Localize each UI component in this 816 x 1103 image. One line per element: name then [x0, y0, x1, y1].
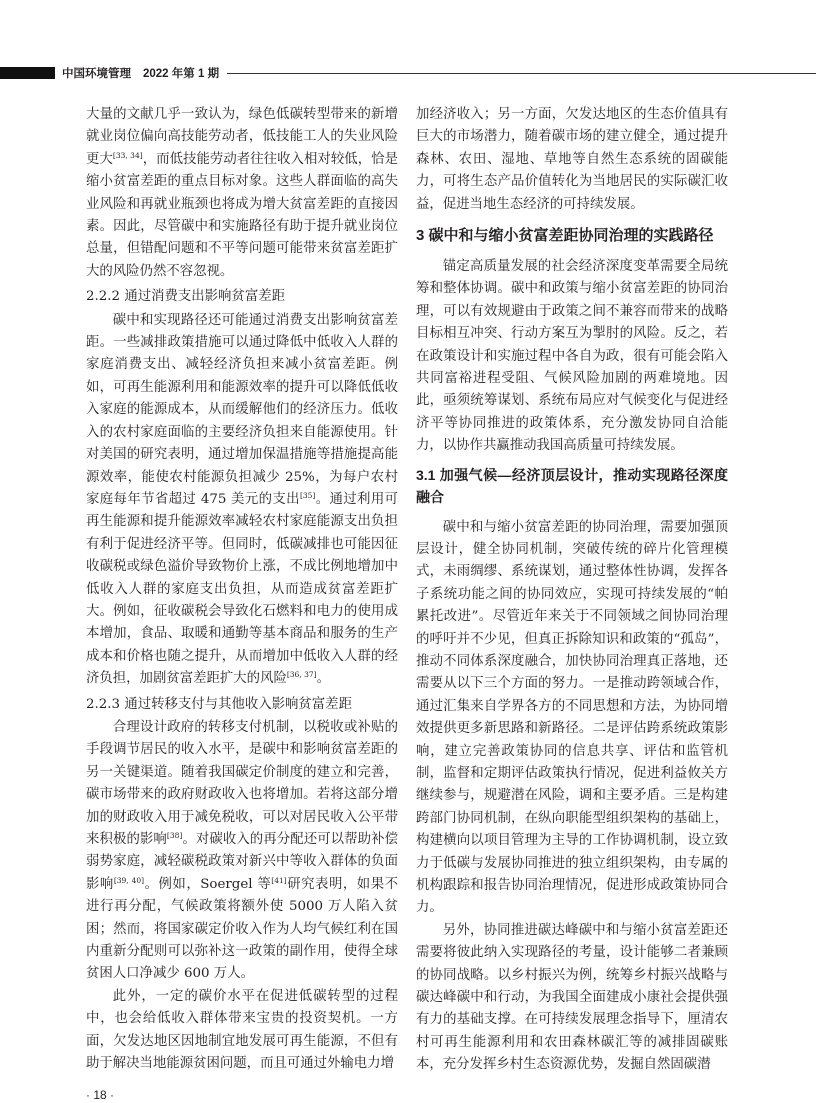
- text: 研究表明，如果不进行再分配，气候政策将额外使 5000 万人陷入贫困；然而，将国家碳定价收入作为人均气候红利在国内重新分配则可以弥补这一政策的副作用，使得全球贫困人口净减少 600 万人。: [86, 876, 398, 982]
- journal-name: 中国环境管理: [62, 68, 131, 80]
- text: 。对碳收入的再分配还可以帮助补偿弱势家庭，减轻碳税政策对新兴中等收入群体的负面影响: [86, 832, 399, 892]
- section-heading: 3 碳中和与缩小贫富差距协同治理的实践路径: [416, 227, 714, 245]
- subsection-heading: 2.2.2 通过消费支出影响贫富差距: [86, 289, 286, 305]
- paragraph: 此外，一定的碳价水平在促进低碳转型的过程中，也会给低收入群体带来宝贵的投资契机。一方面，欠发达地区因地制宜地发展可再生能源，不但有助于解决当地能源贫困问题，而且可通过外输电力增: [86, 988, 398, 1072]
- header-rule: [227, 73, 816, 74]
- paragraph: 锚定高质量发展的社会经济深度变革需要全局统筹和整体协调。碳中和政策与缩小贫富差距的协同治理，可以有效规避由于政策之间不兼容而带来的战略目标相互冲突、行动方案互为掣肘的风险。反之，若在政策设计和实施过程中各自为政，很有可能会陷入共同富裕进程受阻、气候风险加剧的两难境地。因此，亟须统筹谋划、系统布局应对气候变化与促进经济平等协同推进的政策体系，充分激发协同自洽能力，以协作共赢推动我国高质量可持续发展。: [416, 259, 728, 454]
- citation: [33, 34]: [112, 150, 143, 160]
- citation: [38]: [166, 831, 183, 840]
- text: 。: [316, 671, 330, 687]
- paragraph: [86, 104, 398, 283]
- citation: [36, 37]: [286, 670, 317, 680]
- text: 。例如，Soergel 等: [144, 876, 272, 892]
- running-header-text: [62, 65, 219, 81]
- text: ，而低技能劳动者往往收入相对较低，恰是缩小贫富差距的重点目标对象。这些人群面临的高失业风险和再就业瓶颈也将成为增大贫富差距的直接因素。因此，尽管碳中和实施路径有助于提升就业岗位总量，但错配问题和不平等问题可能带来贫富差距扩大的风险仍然不容忽视。: [86, 151, 399, 279]
- subsection-heading: 3.1 加强气候—经济顶层设计，推动实现路径深度融合: [416, 466, 728, 506]
- paragraph: [86, 310, 398, 691]
- text: 合理设计政府的转移支付机制，以税收或补贴的手段调节居民的收入水平，是碳中和影响贫富差距的另一关键渠道。随着我国碳定价制度的建立和完善，碳市场带来的政府财政收入也将增加。若将这部分增加的财政收入用于减免税收，可以对居民收入公平带来积极的影响: [86, 719, 398, 847]
- page-number: · 18 ·: [86, 1088, 115, 1103]
- subsection-heading: 2.2.3 通过转移支付与其他收入影响贫富差距: [86, 696, 352, 712]
- paragraph: [86, 717, 398, 986]
- paragraph: 加经济收入；另一方面，欠发达地区的生态价值具有巨大的市场潜力，随着碳市场的建立健全，通过提升森林、农田、湿地、草地等自然生态系统的固碳能力，可将生态产品价值转化为当地居民的实际碳汇收益，促进当地生态经济的可持续发展。: [416, 107, 728, 212]
- citation: [35]: [299, 490, 316, 500]
- paragraph: 另外，协同推进碳达峰碳中和与缩小贫富差距还需要将彼此纳入实现路径的考量，设计能够二者兼顾的协同战略。以乡村振兴为例，统筹乡村振兴战略与碳达峰碳中和行动，为我国全面建成小康社会提供强有力的基础支撑。在可持续发展理念指导下，厘清农村可再生能源利用和农田森林碳汇等的减排固碳账本，充分发挥乡村生态资源优势，发掘自然固碳潜: [416, 922, 728, 1073]
- text: 。通过利用可再生能源和提升能源效率减轻农村家庭能源支出负担有利于促进经济平等。但同时，低碳减排也可能因征收碳税或绿色溢价导致物价上涨，不成比例地增加中低收入人群的家庭支出负担，从而造成贫富差距扩大。例如，征收碳税会导致化石燃料和电力的使用成本增加，食品、取暖和通勤等基本商品和服务的生产成本和价格也随之提升，从而增加中低收入人群的经济负担，加剧贫富差距扩大的风险: [86, 491, 398, 687]
- left-column: [86, 104, 398, 1103]
- text: 碳中和实现路径还可能通过消费支出影响贫富差距。一些减排政策措施可以通过降低中低收入人群的家庭消费支出、减轻经济负担来减小贫富差距。例如，可再生能源利用和能源效率的提升可以降低低收入家庭的能源成本，从而缓解他们的经济压力。低收入的农村家庭面临的主要经济负担来自能源使用。针对美国的研究表明，通过增加保温措施等措施提高能源效率，能使农村能源负担减少 25%，为每户农村家庭每年节省超过 475 美元的支出: [86, 312, 398, 507]
- paragraph: 碳中和与缩小贫富差距的协同治理，需要加强顶层设计，健全协同机制，突破传统的碎片化管理模式，未雨绸缪、系统谋划，通过整体性协调，发挥各子系统功能之间的协同效应，实现可持续发展的“帕累托改进”。尽管近年来关于不同领域之间协同治理的呼吁并不少见，但真正拆除知识和政策的“孤岛”，推动不同体系深度融合，加快协同治理真正落地，还需要从以下三个方面的努力。一是推动跨领域合作，通过汇集来自学界各方的不同思想和方法，为协同增效提供更多新思路和新路径。二是评估跨系统政策影响，建立完善政策协同的信息共享、评估和监管机制，监督和定期评估政策执行情况，促进利益攸关方继续参与，规避潜在风险，调和主要矛盾。三是构建跨部门协同机制，在纵向职能型组织架构的基础上，构建横向以项目管理为主导的工作协调机制，设立致力于低碳与发展协同推进的独立组织架构，由专属的机构跟踪和报告协同治理情况，促进形成政策协同合力。: [416, 519, 728, 916]
- right-column: [416, 104, 728, 1077]
- running-header: [0, 63, 816, 83]
- issue-label: 2022 年第 1 期: [143, 68, 220, 80]
- text: 大量的文献几乎一致认为，绿色低碳转型带来的新增就业岗位偏向高技能劳动者，低技能工人的失业风险更大: [86, 107, 398, 167]
- citation: [39, 40]: [113, 875, 145, 885]
- header-bar: [0, 67, 55, 79]
- citation: [41]: [271, 875, 287, 885]
